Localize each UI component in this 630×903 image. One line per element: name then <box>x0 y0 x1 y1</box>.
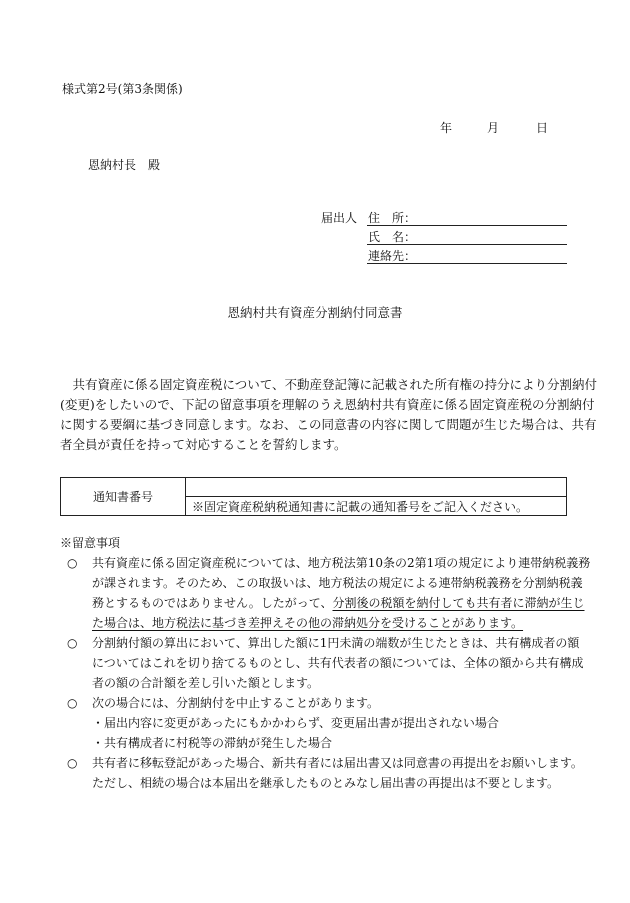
note-2-line: についてはこれを切り捨てるものとし、共有代表者の額については、全体の額から共有構成 <box>92 656 584 670</box>
note-1-underlined: 分割後の税額を納付しても共有者に滞納が生じ <box>332 596 585 610</box>
notice-number-input[interactable] <box>186 478 567 497</box>
date-year: 年 <box>440 121 453 135</box>
name-label: 氏 名： <box>368 230 417 244</box>
consent-paragraph <box>60 375 598 455</box>
address-label: 住 所： <box>368 211 417 225</box>
note-3-line: 次の場合には、分割納付を中止することがあります。 <box>92 696 380 710</box>
note-2-line: 分割納付額の算出において、算出した額に1円未満の端数が生じたときは、共有構成者の額 <box>92 636 580 650</box>
date-month: 月 <box>487 121 500 135</box>
addressee: 恩納村長 殿 <box>88 158 161 172</box>
note-1-line <box>92 613 523 633</box>
paragraph-line: に関する要綱に基づき同意します。なお、この同意書の内容に関して問題が生じた場合は、共有 <box>60 417 597 432</box>
notice-number-hint: ※固定資産税納税通知書に記載の通知番号をご記入ください。 <box>186 497 567 516</box>
note-3-sub: ・共有構成者に村税等の滞納が発生した場合 <box>92 736 333 750</box>
bullet-icon: ○ <box>67 696 78 710</box>
paragraph-line: 者全員が責任を持って対応することを誓約します。 <box>60 437 347 452</box>
address-field[interactable] <box>367 225 567 226</box>
paragraph-line: (変更)をしたいので、下記の留意事項を理解のうえ恩納村共有資産に係る固定資産税の分割納付 <box>60 397 595 412</box>
date-day: 日 <box>536 121 549 135</box>
notes-heading: ※留意事項 <box>60 536 121 550</box>
note-1-line: が課されます。そのため、この取扱いは、地方税法の規定による連帯納税義務を分割納税義 <box>92 576 583 590</box>
note-1-line: 共有資産に係る固定資産税については、地方税法第10条の2第1項の規定により連帯納税義務 <box>92 556 591 570</box>
contact-field[interactable] <box>367 263 567 264</box>
notice-number-label: 通知書番号 <box>61 478 186 516</box>
name-field[interactable] <box>367 244 567 245</box>
note-4-line: ただし、相続の場合は本届出を継承したものとみなし届出書の再提出は不要とします。 <box>92 776 560 790</box>
note-2-line: 者の額の合計額を差し引いた額とします。 <box>92 676 320 690</box>
bullet-icon: ○ <box>67 556 78 570</box>
notice-number-table <box>60 477 567 516</box>
note-1-underlined: た場合は、地方税法に基づき差押えその他の滞納処分を受けることがあります。 <box>92 616 524 630</box>
bullet-icon: ○ <box>67 636 78 650</box>
contact-label: 連絡先： <box>368 249 417 263</box>
note-1-text: 務とするものではありません。したがって、 <box>92 596 333 610</box>
applicant-label: 届出人 <box>321 211 358 225</box>
form-number: 様式第2号(第3条関係) <box>62 82 183 96</box>
note-4-line: 共有者に移転登記があった場合、新共有者には届出書又は同意書の再提出をお願いします。 <box>92 756 583 770</box>
note-1-line <box>92 593 585 613</box>
note-3-sub: ・届出内容に変更があったにもかかわらず、変更届出書が提出されない場合 <box>92 716 499 730</box>
paragraph-line: 共有資産に係る固定資産税について、不動産登記簿に記載された所有権の持分により分割納付 <box>60 377 598 392</box>
document-title: 恩納村共有資産分割納付同意書 <box>227 305 403 320</box>
bullet-icon: ○ <box>67 756 78 770</box>
